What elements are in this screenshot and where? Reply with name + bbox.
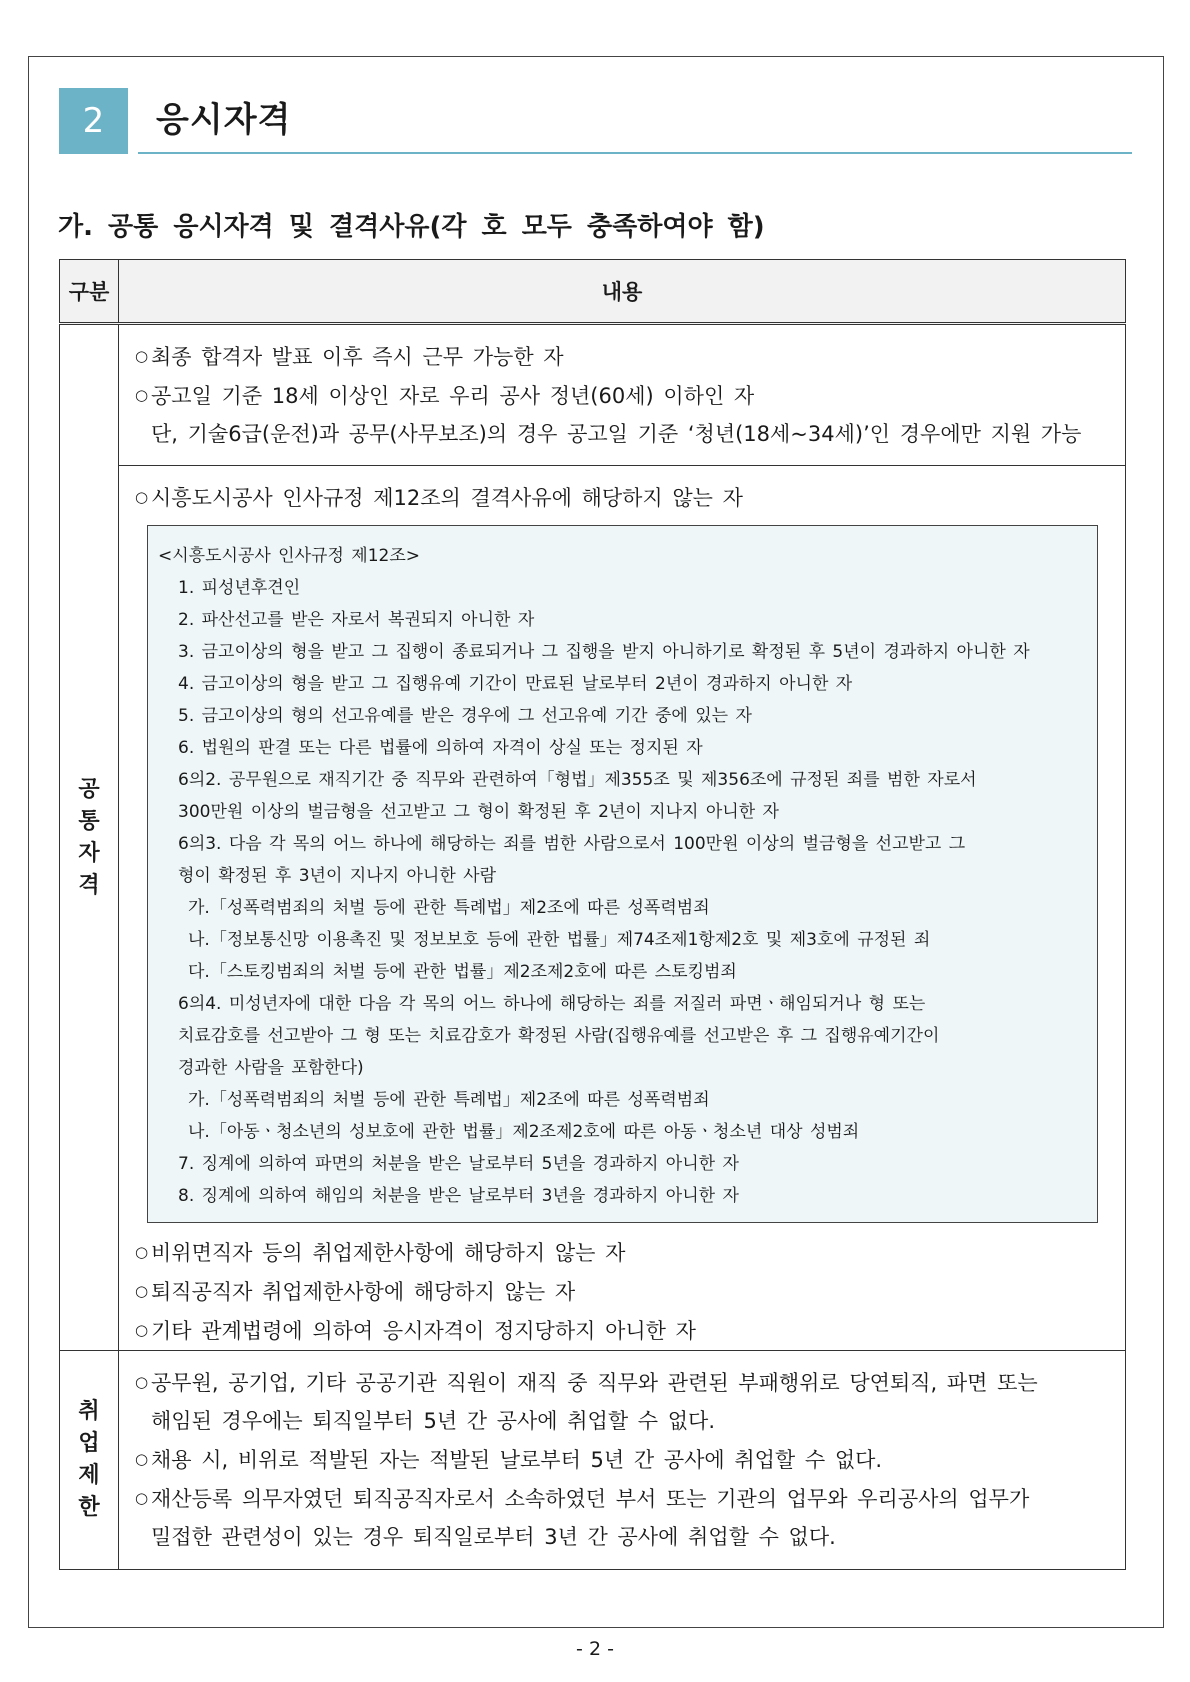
list-item: ○ 비위면직자 등의 취업제한사항에 해당하지 않는 자 bbox=[135, 1241, 626, 1265]
regulation-subitem: 나.「아동ㆍ청소년의 성보호에 관한 법률」제2조제2호에 따른 아동ㆍ청소년 대상 성범죄 bbox=[188, 1122, 860, 1142]
regulation-item: 치료감호를 선고받아 그 형 또는 치료감호가 확정된 사람(집행유예를 선고받은 후 그 집행유예기간이 bbox=[178, 1026, 940, 1046]
list-item-continuation: 밀접한 관련성이 있는 경우 퇴직일로부터 3년 간 공사에 취업할 수 없다. bbox=[151, 1525, 836, 1549]
regulation-subitem: 다.「스토킹범죄의 처벌 등에 관한 법률」제2조제2호에 따른 스토킹범죄 bbox=[188, 962, 737, 982]
regulation-item: 7. 징계에 의하여 파면의 처분을 받은 날로부터 5년을 경과하지 아니한 자 bbox=[178, 1154, 739, 1174]
regulation-item: 6의4. 미성년자에 대한 다음 각 목의 어느 하나에 해당하는 죄를 저질러 파면ㆍ해임되거나 형 또는 bbox=[178, 994, 926, 1014]
regulation-item: 2. 파산선고를 받은 자로서 복권되지 아니한 자 bbox=[178, 610, 535, 630]
table-row bbox=[60, 1351, 1126, 1570]
header-category: 구분 bbox=[60, 260, 119, 324]
category-char: 격 bbox=[78, 872, 100, 898]
category-char: 통 bbox=[78, 808, 100, 834]
regulation-item: 형이 확정된 후 3년이 지나지 아니한 사람 bbox=[178, 866, 496, 886]
regulation-item: 6. 법원의 판결 또는 다른 법률에 의하여 자격이 상실 또는 정지된 자 bbox=[178, 738, 703, 758]
table-row bbox=[60, 466, 1126, 1351]
category-char: 한 bbox=[78, 1495, 100, 1520]
subheading: 가. 공통 응시자격 및 결격사유(각 호 모두 충족하여야 함) bbox=[58, 212, 765, 242]
regulation-item: 1. 피성년후견인 bbox=[178, 578, 301, 598]
category-char: 제 bbox=[78, 1463, 100, 1488]
content-block-2 bbox=[119, 466, 1126, 1351]
page-number: - 2 - bbox=[576, 1638, 614, 1660]
category-char: 업 bbox=[78, 1431, 100, 1456]
category-common bbox=[60, 324, 119, 1351]
regulation-item: 6의2. 공무원으로 재직기간 중 직무와 관련하여「형법」제355조 및 제356조에 규정된 죄를 범한 자로서 bbox=[178, 770, 977, 790]
regulation-item: 8. 징계에 의하여 해임의 처분을 받은 날로부터 3년을 경과하지 아니한 자 bbox=[178, 1186, 739, 1206]
regulation-subitem: 나.「정보통신망 이용촉진 및 정보보호 등에 관한 법률」제74조제1항제2호 및 제3호에 규정된 죄 bbox=[188, 930, 931, 950]
table-row bbox=[60, 324, 1126, 466]
category-restriction bbox=[60, 1351, 119, 1570]
regulation-item: 3. 금고이상의 형을 받고 그 집행이 종료되거나 그 집행을 받지 아니하기로 확정된 후 5년이 경과하지 아니한 자 bbox=[178, 642, 1030, 662]
table-header-row bbox=[60, 260, 1126, 324]
regulation-item: 경과한 사람을 포함한다) bbox=[178, 1058, 364, 1078]
regulation-subitem: 가.「성폭력범죄의 처벌 등에 관한 특례법」제2조에 따른 성폭력범죄 bbox=[188, 898, 710, 918]
section-underline bbox=[138, 152, 1132, 154]
list-item: ○ 공고일 기준 18세 이상인 자로 우리 공사 정년(60세) 이하인 자 bbox=[135, 384, 755, 408]
regulation-item: 300만원 이상의 벌금형을 선고받고 그 형이 확정된 후 2년이 지나지 아니한 자 bbox=[178, 802, 779, 822]
list-item: ○ 시흥도시공사 인사규정 제12조의 결격사유에 해당하지 않는 자 bbox=[135, 486, 743, 510]
list-item: ○ 퇴직공직자 취업제한사항에 해당하지 않는 자 bbox=[135, 1280, 576, 1304]
regulation-box bbox=[147, 525, 1098, 1223]
category-char: 취 bbox=[78, 1399, 100, 1424]
list-item: ○ 재산등록 의무자였던 퇴직공직자로서 소속하였던 부서 또는 기관의 업무와 우리공사의 업무가 bbox=[135, 1487, 1030, 1511]
regulation-item: 4. 금고이상의 형을 받고 그 집행유예 기간이 만료된 날로부터 2년이 경과하지 아니한 자 bbox=[178, 674, 853, 694]
content-block-restriction bbox=[119, 1351, 1126, 1570]
section-title: 응시자격 bbox=[156, 100, 292, 140]
regulation-item: 6의3. 다음 각 목의 어느 하나에 해당하는 죄를 범한 사람으로서 100만원 이상의 벌금형을 선고받고 그 bbox=[178, 834, 966, 854]
list-item: ○ 최종 합격자 발표 이후 즉시 근무 가능한 자 bbox=[135, 345, 564, 369]
content-block-1 bbox=[119, 324, 1126, 466]
list-item: ○ 기타 관계법령에 의하여 응시자격이 정지당하지 아니한 자 bbox=[135, 1319, 696, 1343]
regulation-subitem: 가.「성폭력범죄의 처벌 등에 관한 특례법」제2조에 따른 성폭력범죄 bbox=[188, 1090, 710, 1110]
regulation-item: 5. 금고이상의 형의 선고유예를 받은 경우에 그 선고유예 기간 중에 있는 자 bbox=[178, 706, 752, 726]
qualification-table bbox=[59, 259, 1126, 1570]
header-content: 내용 bbox=[119, 260, 1126, 324]
list-item: ○ 채용 시, 비위로 적발된 자는 적발된 날로부터 5년 간 공사에 취업할 수 없다. bbox=[135, 1448, 883, 1472]
list-item-continuation: 단, 기술6급(운전)과 공무(사무보조)의 경우 공고일 기준 ‘청년(18세~34세)’인 경우에만 지원 가능 bbox=[151, 422, 1082, 446]
section-number-badge: 2 bbox=[59, 88, 128, 154]
regulation-box-title: <시흥도시공사 인사규정 제12조> bbox=[158, 546, 420, 566]
category-char: 자 bbox=[78, 840, 100, 866]
category-char: 공 bbox=[78, 776, 100, 802]
list-item: ○ 공무원, 공기업, 기타 공공기관 직원이 재직 중 직무와 관련된 부패행위로 당연퇴직, 파면 또는 bbox=[135, 1371, 1038, 1395]
list-item-continuation: 해임된 경우에는 퇴직일부터 5년 간 공사에 취업할 수 없다. bbox=[151, 1409, 716, 1433]
